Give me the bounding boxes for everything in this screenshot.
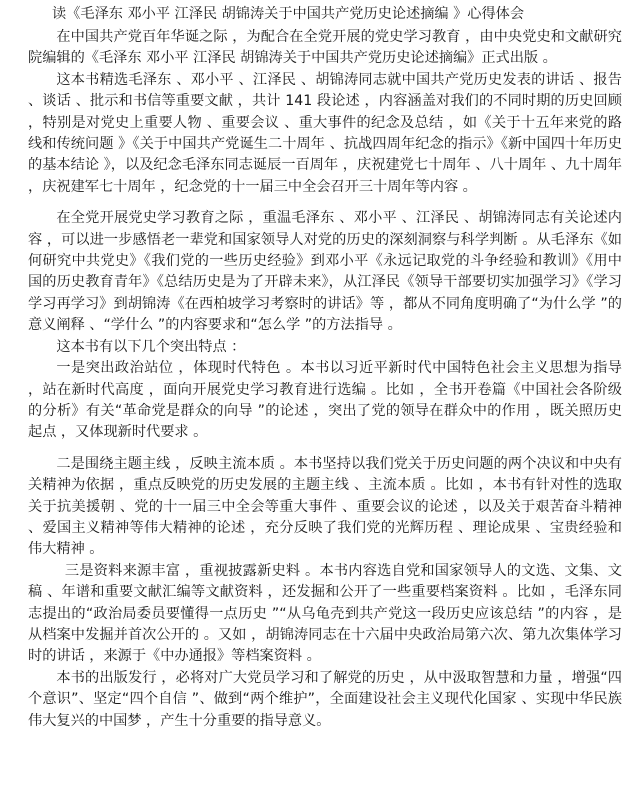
paragraph-book-content: 这本书精选毛泽东 、邓小平 、江泽民 、胡锦涛同志就中国共产党历史发表的讲话 、报告 、谈话 、批示和书信等重要文献 ，共计 141 段论述 ，内容涵盖对我们的不同时期的历史回顾 ，特别是对党史上重要人物 、重要会议 、重大事件的纪念及总结 ，如《关于十五年来党的路线和传统问题 》《关于中国共产党诞生二十周年 、抗战四周年纪念的指示》《新中国四十年历史的基本结论 》，以及纪念毛泽东同志诞辰一百周年 ，庆祝建党七十周年 、八十周年 、九十周年 ，庆祝建军七十周年 ，纪念党的十一届三中全会召开三十周年等内容 。 bbox=[28, 71, 622, 195]
document-title: 读《毛泽东 邓小平 江泽民 胡锦涛关于中国共产党历史论述摘编 》心得体会 bbox=[52, 6, 525, 22]
paragraph-feature-three: 三是资料来源丰富 ，重视披露新史料 。本书内容选自党和国家领导人的文选、文集、文稿 、年谱和重要文献汇编等文献资料 ，还发掘和公开了一些重要档案资料 。比如 ，毛泽东同志提出的“政治局委员要懂得一点历史 ”“从乌龟壳到共产党这一段历史应该总结 ”的内容 ，是从档案中发掘并首次公开的 。又如 ，胡锦涛同志在十六届中央政治局第六次、第九次集体学习时的讲话 ，来源于《中办通报》等档案资料 。 bbox=[28, 562, 622, 665]
paragraph-intro: 在中国共产党百年华诞之际 ，为配合在全党开展的党史学习教育 ，由中央党史和文献研究院编辑的《毛泽东 邓小平 江泽民 胡锦涛关于中国共产党历史论述摘编》正式出版 。 bbox=[28, 29, 622, 67]
paragraph-conclusion: 本书的出版发行 ，必将对广大党员学习和了解党的历史 ，从中汲取智慧和力量 ，增强“四个意识”、坚定“四个自信 ”、做到“两个维护”，全面建设社会主义现代化国家 、实现中华民族伟大复兴的中国梦 ，产生十分重要的指导意义。 bbox=[28, 669, 622, 729]
paragraph-feature-one: 一是突出政治站位 ，体现时代特色 。本书以习近平新时代中国特色社会主义思想为指导 ，站在新时代高度 ，面向开展党史学习教育进行选编 。比如 ，全书开卷篇《中国社会各阶级的分析》有关“革命党是群众的向导 ”的论述 ，突出了党的领导在群众中的作用 ，既关照历史起点 ，又体现新时代要求 。 bbox=[28, 360, 622, 441]
paragraph-features-lead: 这本书有以下几个突出特点 ： bbox=[56, 338, 246, 355]
paragraph-feature-two: 二是围绕主题主线 ，反映主流本质 。本书坚持以我们党关于历史问题的两个决议和中央有关精神为依据 ，重点反映党的历史发展的主题主线 、主流本质 。比如 ，本书有针对性的选取关于抗美援朝 、党的十一届三中全会等重大事件 、重要会议的论述 ，以及关于艰苦奋斗精神 、爱国主义精神等伟大精神的论述 ，充分反映了我们党的光辉历程 、理论成果 、宝贵经验和伟大精神 。 bbox=[28, 455, 622, 558]
paragraph-significance: 在全党开展党史学习教育之际 ，重温毛泽东 、邓小平 、江泽民 、胡锦涛同志有关论述内容 ，可以进一步感悟老一辈党和国家领导人对党的历史的深刻洞察与科学判断 。从毛泽东《如何研究中共党史》《我们党的一些历史经验》到邓小平《永远记取党的斗争经验和教训》《用中国的历史教育青年》《总结历史是为了开辟未来》，从江泽民《领导干部要切实加强学习》《学习学习再学习》到胡锦涛《在西柏坡学习考察时的讲话》等 ，都从不同角度明确了“为什么学 ”的意义阐释 、“学什么 ”的内容要求和“怎么学 ”的方法指导 。 bbox=[28, 210, 622, 334]
